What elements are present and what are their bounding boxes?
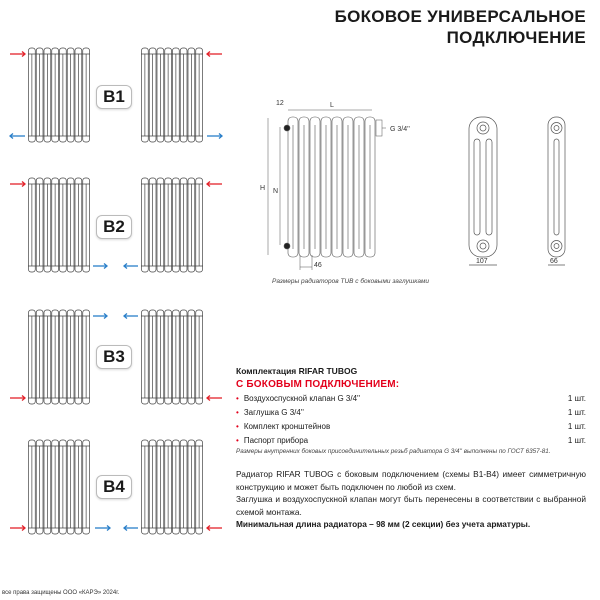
flow-arrow-icon (10, 396, 25, 401)
dim-depth-107: 107 (476, 258, 488, 265)
bullet-icon: • (236, 408, 239, 417)
drawing-caption: Размеры радиаторов TUB с боковыми заглушками (272, 278, 430, 285)
scheme-label-b4: B4 (96, 475, 132, 499)
bullet-icon: • (236, 394, 239, 403)
dim-offset: 12 (276, 100, 284, 107)
kit-item-qty: 1 шт. (567, 394, 586, 403)
radiator-icon (28, 48, 90, 142)
flow-arrow-icon (10, 182, 25, 187)
description-min-length: Минимальная длина радиатора – 98 мм (2 секции) без учета арматуры. (236, 519, 531, 529)
flow-arrow-icon (10, 52, 25, 57)
bullet-icon: • (236, 436, 239, 445)
kit-item (236, 421, 586, 432)
dim-thread: G 3/4'' (390, 126, 410, 133)
scheme-label-b3: B3 (96, 345, 132, 369)
flow-arrow-icon (207, 182, 222, 187)
title-line-1: БОКОВОЕ УНИВЕРСАЛЬНОЕ (334, 7, 586, 26)
kit-item (236, 407, 586, 418)
bullet-icon: • (236, 422, 239, 431)
kit-item-qty: 1 шт. (567, 422, 586, 431)
radiator-icon (28, 440, 90, 534)
radiator-icon (141, 440, 203, 534)
dim-depth-66: 66 (550, 258, 558, 265)
flow-arrow-icon (10, 526, 25, 531)
kit-heading: Комплектация RIFAR TUBOG (236, 366, 358, 376)
title-line-2: ПОДКЛЮЧЕНИЕ (446, 28, 586, 47)
side-view-66 (548, 117, 565, 265)
flow-arrow-icon (207, 52, 222, 57)
radiator-icon (28, 178, 90, 272)
dim-length: L (330, 102, 334, 109)
thread-note: Размеры внутренних боковых присоединительных резьб радиатора G 3/4'' выполнены по ГОСТ 6357-81. (236, 448, 551, 455)
kit-item-qty: 1 шт. (567, 436, 586, 445)
kit-item-qty: 1 шт. (567, 408, 586, 417)
flow-arrow-icon (124, 526, 138, 531)
dim-height: H (260, 185, 266, 192)
dim-section: 46 (314, 262, 322, 269)
dimension-drawing (260, 95, 600, 295)
kit-item-name: Заглушка G 3/4'' (243, 408, 304, 417)
dim-axis: N (273, 188, 279, 195)
kit-item-name: Воздухоспускной клапан G 3/4'' (243, 394, 361, 403)
side-view-107 (469, 117, 497, 265)
kit-item-name: Паспорт прибора (243, 436, 309, 445)
description-p1: Радиатор RIFAR TUBOG с боковым подключением (схемы В1-В4) имеет симметричную конструкцию и может быть подключен по любой из схем. (236, 469, 586, 492)
front-view (284, 117, 375, 257)
kit-item-name: Комплект кронштейнов (243, 422, 331, 431)
flow-arrow-icon (207, 396, 222, 401)
flow-arrow-icon (124, 264, 138, 269)
radiator-icon (141, 48, 203, 142)
flow-arrow-icon (93, 264, 107, 269)
radiator-icon (28, 310, 90, 404)
scheme-label-b1: B1 (96, 85, 132, 109)
flow-arrow-icon (10, 134, 25, 139)
scheme-label-b2: B2 (96, 215, 132, 239)
flow-arrow-icon (93, 314, 107, 319)
flow-arrow-icon (124, 314, 138, 319)
kit-section (236, 366, 586, 446)
radiator-icon (141, 178, 203, 272)
page-title (335, 6, 586, 48)
flow-arrow-icon (95, 526, 110, 531)
description-p2: Заглушка и воздухоспускной клапан могут быть перенесены в соответствии с выбранной схемой монтажа. (236, 494, 586, 517)
kit-item (236, 393, 586, 404)
flow-arrow-icon (207, 134, 222, 139)
flow-arrow-icon (207, 526, 222, 531)
copyright-footer: все права защищены ООО «КАРЭ» 2024г. (2, 590, 120, 596)
radiator-icon (141, 310, 203, 404)
kit-item (236, 435, 586, 446)
kit-subheading: С БОКОВЫМ ПОДКЛЮЧЕНИЕМ: (236, 379, 400, 390)
description (236, 468, 586, 531)
